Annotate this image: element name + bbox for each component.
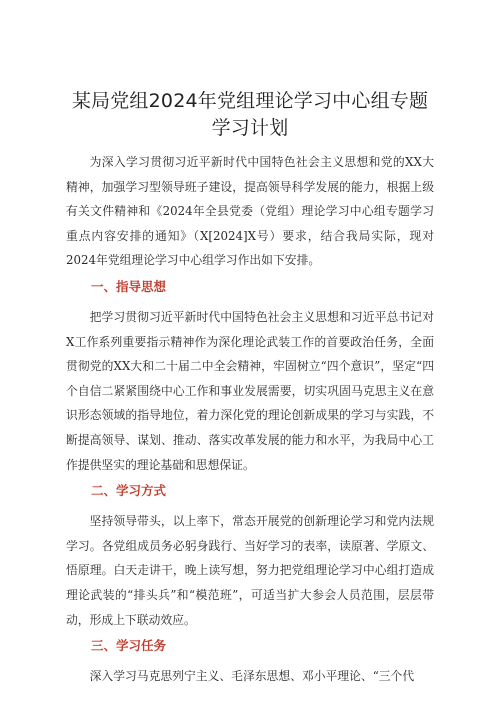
section-body-study-method: 坚持领导带头，以上率下，常态开展党的创新理论学习和党内法规学习。各党组成员务必躬身践行、当好学习的表率，读原著、学原文、悟原理。白天走讲干，晚上读写想，努力把党组理论学习中心组打造成理论武装的“排头兵”和“模范班”，可适当扩大参会人员范围，层层带动，形成上下联动效应。 [66,514,434,627]
section-heading-study-tasks: 三、学习任务 [91,638,167,654]
section-heading-guiding-thought: 一、指导思想 [91,278,167,294]
section-body-study-tasks: 深入学习马克思列宁主义、毛泽东思想、邓小平理论、“三个代 [89,669,415,684]
intro-paragraph: 为深入学习贯彻习近平新时代中国特色社会主义思想和党的XX大精神，加强学习型领导班子建设，提高领导科学发展的能力，根据上级有关文件精神和《2024年全县党委（党组）理论学习中心组专题学习重点内容安排的通知》（X[2024]X号）要求，结合我局实际，现对2024年党组理论学习中心组学习作出如下安排。 [66,155,434,268]
section-heading-study-method: 二、学习方式 [91,483,167,499]
section-body-guiding-thought: 把学习贯彻习近平新时代中国特色社会主义思想和习近平总书记对X工作系列重要指示精神作为深化理论武装工作的首要政治任务，全面贯彻党的XX大和二十届二中全会精神，牢固树立“四个意识”，坚定“四个自信二紧紧围绕中心工作和事业发展需要，切实巩固马克思主义在意识形态领域的指导地位，着力深化党的理论创新成果的学习与实践，不断提高领导、谋划、推动、落实改革发展的能力和水平，为我局中心工作提供坚实的理论基础和思想保证。 [66,309,434,472]
document-title: 某局党组2024年党组理论学习中心组专题学习计划 [71,90,429,139]
